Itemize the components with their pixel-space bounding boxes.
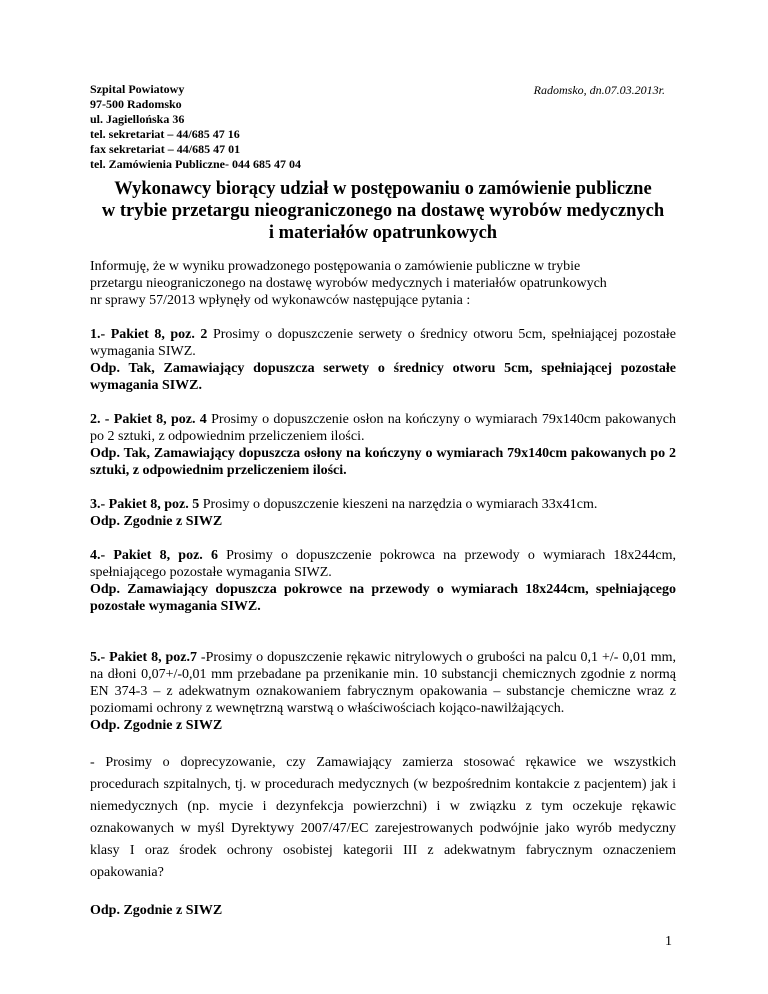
title-line: i materiałów opatrunkowych [268,223,498,243]
question-5 [90,649,676,734]
question-text: -Prosimy o dopuszczenie rękawic nitrylowych o grubości na palcu 0,1 +/- 0,01 mm, na dłoni 0,07+/-0,01 mm przebadane pa przenikanie min. 10 substancji chemicznych zgodnie z normą EN 374-3 – z adekwatnym oznakowaniem fabrycznym opakowania – substancje chemiczne wraz z poziomami ochrony z wewnętrzną warstwą o właściwościach kojąco-nawilżających. [90,650,677,716]
sender-address [90,82,301,172]
fax-secretariat: fax sekretariat – 44/685 47 01 [90,142,241,156]
postal-code: 97-500 Radomsko [90,97,182,111]
question-label: 3.- Pakiet 8, poz. 5 [90,497,200,512]
followup-question [90,752,676,884]
title-line: Wykonawcy biorący udział w postępowaniu o zamówienie publiczne [114,179,652,199]
document-body [90,258,676,919]
followup-answer: Odp. Zgodnie z SIWZ [90,903,223,918]
intro-paragraph [90,258,676,309]
phone-secretariat: tel. sekretariat – 44/685 47 16 [90,127,240,141]
question-3 [90,496,676,530]
question-text: Prosimy o dopuszczenie kieszeni na narzędzia o wymiarach 33x41cm. [202,497,598,512]
street: ul. Jagiellońska 36 [90,112,185,126]
followup-text: - Prosimy o doprecyzowanie, czy Zamawiający zamierza stosować rękawice we wszystkich procedurach szpitalnych, tj. w procedurach medycznych (w bezpośrednim kontakcie z pacjentem) jak i niemedycznych (np. mycie i dezynfekcja powierzchni) i w związku z tym oczekuje rękawic oznakowanych w myśl Dyrektywy 2007/47/EC zarejestrowanych podwójnie jako wyrób medyczny klasy I oraz środek ochrony osobistej kategorii III z adekwatnym fabrycznym oznaczeniem opakowania? [90,755,676,880]
question-1 [90,326,676,394]
phone-public-procurement: tel. Zamówienia Publiczne- 044 685 47 04 [90,157,301,171]
intro-line: Informuję, że w wyniku prowadzonego postępowania o zamówienie publiczne w trybie [90,259,581,274]
question-text: Prosimy o dopuszczenie pokrowca na przewody o wymiarach 18x244cm, spełniającego pozostałe wymagania SIWZ. [90,548,676,580]
question-4 [90,547,676,615]
question-label: 5.- Pakiet 8, poz.7 [90,650,197,665]
question-label: 4.- Pakiet 8, poz. 6 [90,548,218,563]
question-2 [90,411,676,479]
page-number: 1 [665,934,672,949]
document-title [90,178,676,244]
title-line: w trybie przetargu nieograniczonego na dostawę wyrobów medycznych [101,201,665,221]
date-line: Radomsko, dn.07.03.2013r. [533,83,665,97]
answer: Odp. Zamawiający dopuszcza pokrowce na przewody o wymiarach 18x244cm, spełniającego pozostałe wymagania SIWZ. [90,582,676,614]
answer: Odp. Tak, Zamawiający dopuszcza serwety o średnicy otworu 5cm, spełniającej pozostałe wymagania SIWZ. [90,361,676,393]
question-text: Prosimy o dopuszczenie osłon na kończyny o wymiarach 79x140cm pakowanych po 2 sztuki, z odpowiednim przeliczeniem ilości. [90,412,677,444]
intro-line: nr sprawy 57/2013 wpłynęły od wykonawców następujące pytania : [90,293,471,308]
answer: Odp. Zgodnie z SIWZ [90,514,223,529]
answer: Odp. Zgodnie z SIWZ [90,718,223,733]
intro-line: przetargu nieograniczonego na dostawę wyrobów medycznych i materiałów opatrunkowych [90,276,607,291]
hospital-name: Szpital Powiatowy [90,82,185,96]
question-label: 1.- Pakiet 8, poz. 2 [90,327,208,342]
question-text: Prosimy o dopuszczenie serwety o średnicy otworu 5cm, spełniającej pozostałe wymagania SIWZ. [90,327,677,359]
answer: Odp. Tak, Zamawiający dopuszcza osłony na kończyny o wymiarach 79x140cm pakowanych po 2 sztuki, z odpowiednim przeliczeniem ilości. [90,446,676,478]
question-label: 2. - Pakiet 8, poz. 4 [90,412,207,427]
